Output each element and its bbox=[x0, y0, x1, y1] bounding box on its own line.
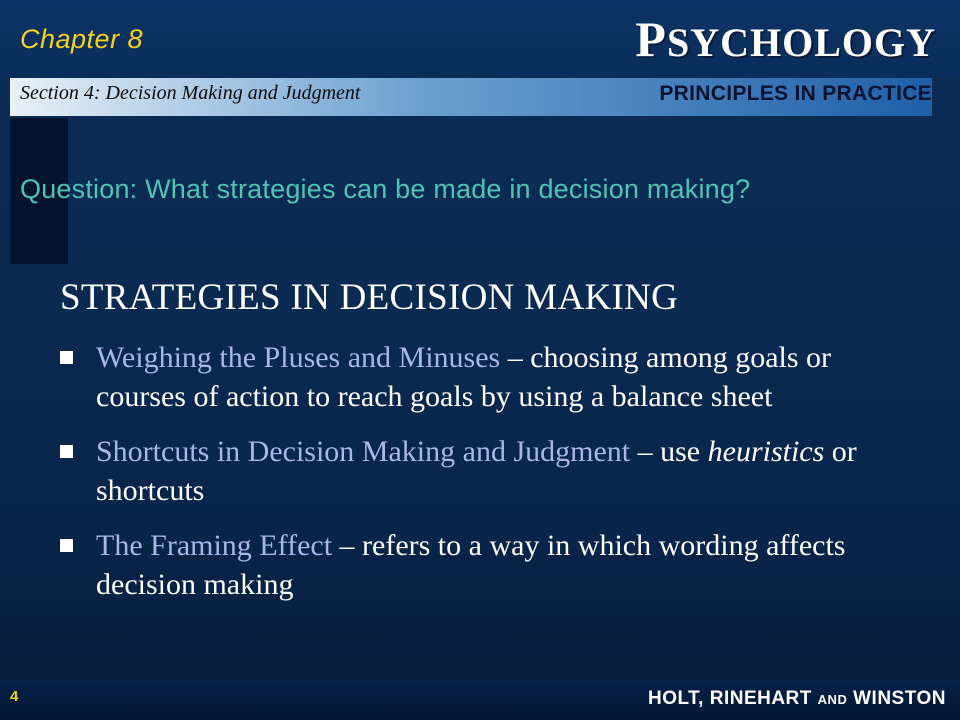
bullet-text: – refers to a way in which wording affects decision making bbox=[96, 529, 846, 601]
square-bullet-icon bbox=[60, 351, 73, 364]
bullet-text: – choosing among goals or courses of action to reach goals by using a balance sheet bbox=[96, 341, 832, 413]
bullet-item bbox=[60, 432, 910, 510]
bullet-text: – use bbox=[630, 435, 708, 468]
logo-initial: P bbox=[635, 11, 667, 67]
bullet-text: or shortcuts bbox=[96, 435, 857, 507]
publisher-part2: WINSTON bbox=[847, 688, 946, 709]
bullet-emphasis: heuristics bbox=[707, 435, 825, 468]
page-number: 4 bbox=[10, 688, 19, 705]
logo-subtitle: PRINCIPLES IN PRACTICE bbox=[659, 82, 932, 105]
bullet-term: Shortcuts in Decision Making and Judgment bbox=[96, 435, 631, 468]
question-text: Question: What strategies can be made in decision making? bbox=[20, 174, 751, 204]
publisher-and: AND bbox=[817, 692, 848, 707]
publisher-part1: HOLT, RINEHART bbox=[647, 688, 818, 709]
chapter-label: Chapter 8 bbox=[20, 24, 144, 54]
bullet-term: The Framing Effect bbox=[96, 529, 333, 562]
square-bullet-icon bbox=[60, 539, 73, 552]
bullet-term: Weighing the Pluses and Minuses bbox=[96, 341, 501, 374]
bullet-item bbox=[60, 338, 910, 416]
slide-heading: STRATEGIES IN DECISION MAKING bbox=[60, 277, 679, 318]
bullet-item bbox=[60, 526, 910, 604]
section-title: Section 4: Decision Making and Judgment bbox=[20, 82, 361, 104]
publisher-name bbox=[648, 688, 946, 710]
logo-title bbox=[635, 11, 936, 67]
square-bullet-icon bbox=[60, 445, 73, 458]
logo-rest: SYCHOLOGY bbox=[666, 20, 936, 65]
psychology-logo bbox=[635, 11, 936, 67]
bullet-list bbox=[60, 338, 910, 620]
